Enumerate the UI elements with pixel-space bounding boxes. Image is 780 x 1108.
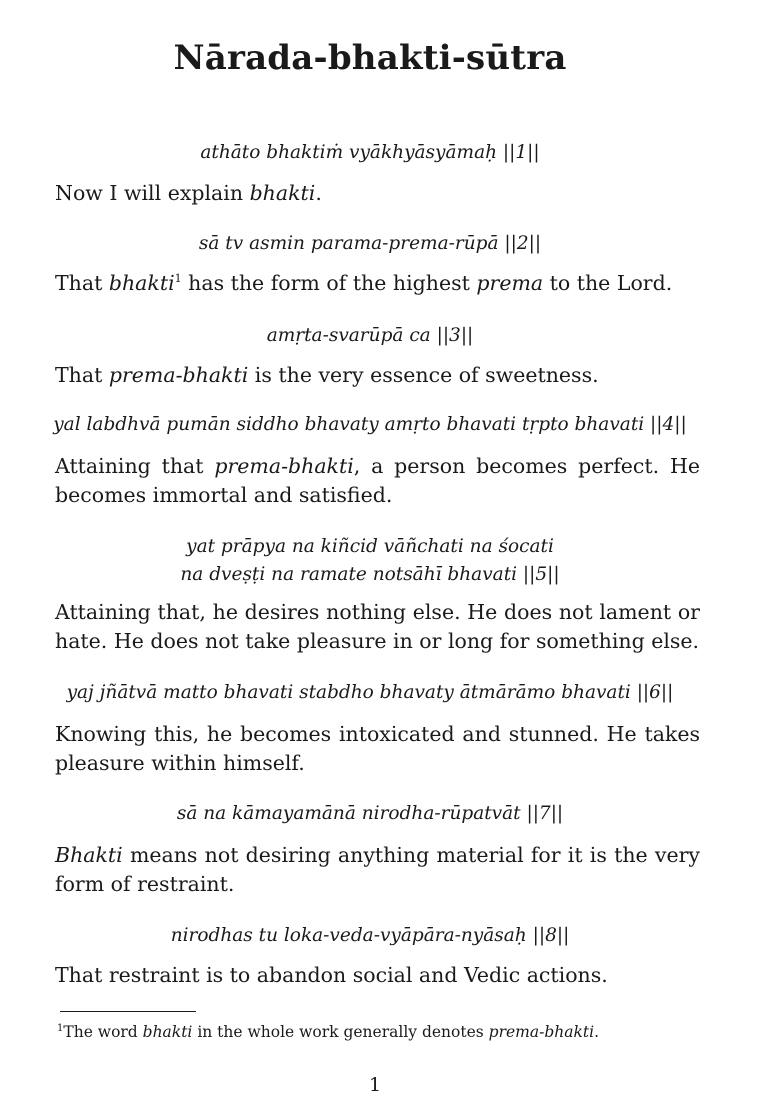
page-number: 1 bbox=[368, 1074, 382, 1096]
footnote-marker: 1 bbox=[57, 1022, 64, 1034]
sutra-sanskrit-7: sā na kāmayamānā nirodha-rūpatvāt ||7|| bbox=[176, 803, 564, 824]
sutra-translation-1: Now I will explain bhakti. bbox=[55, 181, 322, 205]
sutra-translation-6: Knowing this, he becomes intoxicated and stunned. He takes pleasure within himself. bbox=[55, 722, 700, 775]
sutra-sanskrit-4: yal labdhvā pumān siddho bhavaty amṛto bhavati tṛpto bhavati ||4|| bbox=[53, 414, 687, 435]
sutra-sanskrit-1: athāto bhaktiṁ vyākhyāsyāmaḥ ||1|| bbox=[200, 142, 540, 163]
sutra-sanskrit-6: yaj jñātvā matto bhavati stabdho bhavaty ātmārāmo bhavati ||6|| bbox=[66, 682, 674, 703]
page-title: Nārada-bhakti-sūtra bbox=[173, 38, 567, 78]
sutra-translation-4: Attaining that prema-bhakti, a person becomes perfect. He becomes immortal and satisfied. bbox=[55, 454, 700, 507]
sutra-sanskrit-5-line-1: yat prāpya na kiñcid vāñchati na śocati bbox=[186, 536, 554, 557]
sutra-sanskrit-3: amṛta-svarūpā ca ||3|| bbox=[266, 325, 474, 346]
sutra-translation-3: That prema-bhakti is the very essence of sweetness. bbox=[55, 363, 599, 387]
footnote: $^1$The word bhakti in the whole work generally denotes prema-bhakti. bbox=[57, 1022, 599, 1041]
sutra-translation-5: Attaining that, he desires nothing else. He does not lament or hate. He does not take pleasure in or long for something else. bbox=[55, 600, 700, 653]
sutra-sanskrit-2: sā tv asmin parama-prema-rūpā ||2|| bbox=[198, 233, 542, 254]
footnote-divider bbox=[60, 1011, 196, 1012]
sutra-translation-7: Bhakti means not desiring anything material for it is the very form of restraint. bbox=[55, 843, 700, 896]
sutra-sanskrit-5-line-2: na dveṣṭi na ramate notsāhī bhavati ||5|| bbox=[180, 564, 560, 585]
sutra-translation-8: That restraint is to abandon social and Vedic actions. bbox=[55, 963, 608, 987]
footnote-ref: 1 bbox=[174, 272, 182, 286]
sutra-translation-2: That bhakti$^1$ has the form of the highest prema to the Lord. bbox=[55, 271, 673, 295]
sutra-sanskrit-8: nirodhas tu loka-veda-vyāpāra-nyāsaḥ ||8|| bbox=[170, 925, 570, 946]
